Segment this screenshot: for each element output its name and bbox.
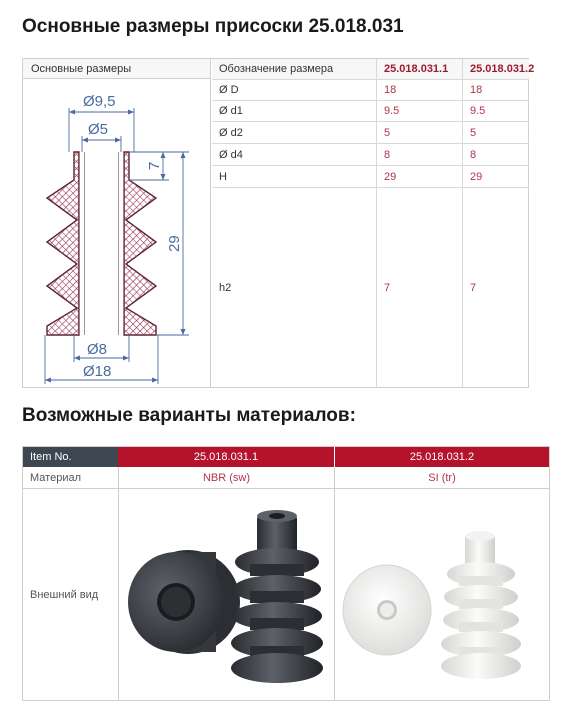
material-row: [23, 467, 549, 489]
dimensions-grid: [212, 59, 535, 387]
table-row: [212, 144, 529, 166]
table-row: [212, 80, 529, 101]
table-row: [212, 166, 529, 188]
row-value-1: 5: [376, 122, 462, 143]
row-value-2: 5: [462, 122, 529, 143]
row-label: Ø d2: [219, 126, 243, 139]
materials-title: Возможные варианты материалов:: [22, 405, 356, 426]
row-value-2: 8: [462, 144, 529, 165]
appearance-label: Внешний вид: [30, 588, 99, 601]
label-d4: Ø8: [87, 341, 108, 358]
bellows-profile: [47, 152, 156, 335]
header-designation: Обозначение размера: [219, 63, 334, 75]
label-d1: Ø9,5: [83, 93, 116, 110]
nbr-suction-cup-image: [120, 492, 334, 697]
materials-table: [22, 446, 550, 701]
nbr-product-photo: [118, 489, 334, 700]
row-label: Ø d4: [219, 148, 243, 161]
row-value-1: 29: [376, 166, 462, 187]
si-suction-cup-image: [335, 492, 549, 697]
row-value-2: 18: [462, 80, 529, 100]
materials-header-row: [23, 447, 549, 467]
page-title: Основные размеры присоски 25.018.031: [22, 16, 404, 37]
row-label: Ø d1: [219, 105, 243, 117]
material-variant-2: SI (tr): [334, 467, 549, 488]
header-variant-1: 25.018.031.1: [376, 59, 462, 79]
row-value-2: 9.5: [462, 101, 529, 121]
row-label: h2: [219, 282, 232, 294]
table-row: [212, 122, 529, 144]
row-value-1: 7: [376, 188, 462, 388]
label-h: 29: [166, 235, 183, 252]
suction-cup-drawing: [23, 80, 211, 388]
row-value-1: 18: [376, 80, 462, 100]
material-variant-1: NBR (sw): [118, 467, 334, 488]
row-value-1: 8: [376, 144, 462, 165]
drawing-column-header: Основные размеры: [23, 59, 210, 79]
dims-header-row: [212, 59, 535, 80]
appearance-row: [23, 489, 549, 700]
header-variant-2: 25.018.031.2: [462, 59, 529, 79]
label-h2: 7: [146, 161, 163, 170]
row-label: Ø D: [219, 84, 239, 96]
drawing-column: [23, 59, 211, 387]
table-row: [212, 188, 529, 388]
item-variant-1: 25.018.031.1: [118, 447, 334, 467]
row-value-2: 29: [462, 166, 529, 187]
item-no-label: Item No.: [23, 447, 118, 467]
table-row: [212, 101, 529, 122]
item-variant-2: 25.018.031.2: [334, 447, 549, 467]
si-product-photo: [334, 489, 549, 700]
material-label: Материал: [30, 471, 81, 484]
row-label: H: [219, 170, 227, 183]
label-d2: Ø5: [88, 121, 109, 138]
row-value-2: 7: [462, 188, 529, 388]
dimensions-table: [22, 58, 535, 388]
row-value-1: 9.5: [376, 101, 462, 121]
label-d: Ø18: [83, 363, 112, 380]
